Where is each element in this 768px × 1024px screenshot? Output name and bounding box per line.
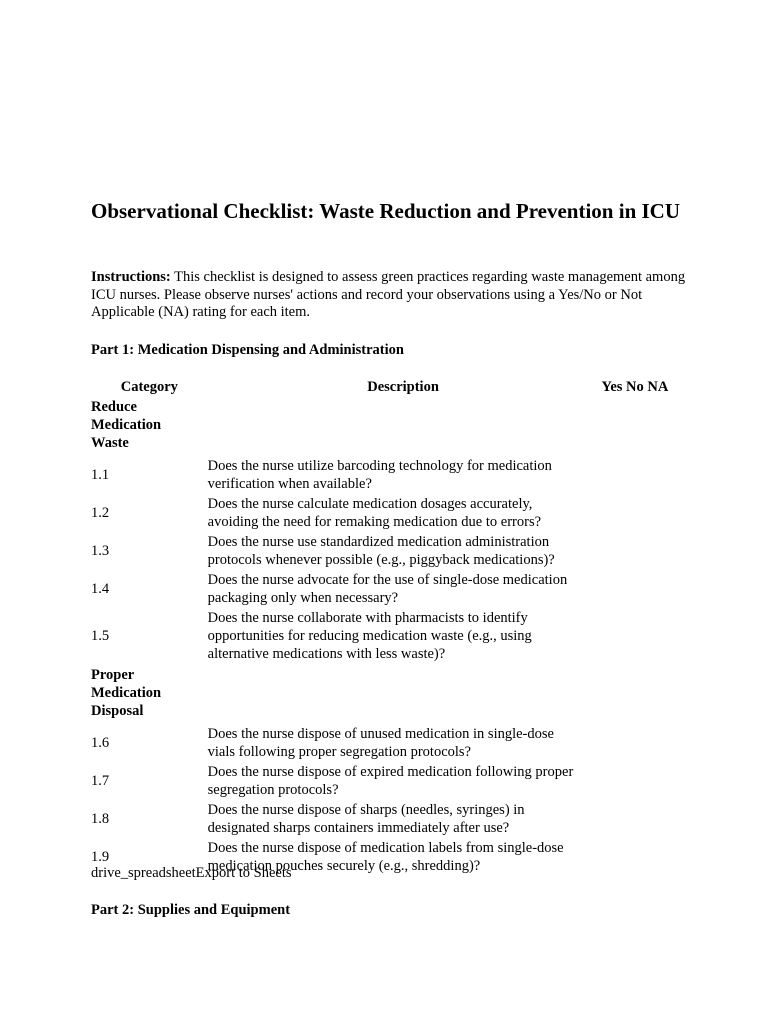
item-description: Does the nurse dispose of sharps (needles, syringes) in designated sharps containers immediately after use? <box>207 802 525 836</box>
table-row <box>91 608 691 664</box>
part1-title: Part 1: Medication Dispensing and Administration <box>91 342 404 358</box>
table-row <box>91 494 691 532</box>
table-row <box>91 570 691 608</box>
table-header-row <box>91 378 691 396</box>
rating-cell[interactable] <box>598 800 691 838</box>
table-row <box>91 762 691 800</box>
category-row <box>91 664 691 724</box>
instructions-text: This checklist is designed to assess green practices regarding waste management among ICU nurses. Please observe nurses' actions and record your observations using a Yes/No or Not Applicable (NA) rating for each item. <box>91 269 686 320</box>
rating-cell[interactable] <box>598 494 691 532</box>
item-number: 1.2 <box>91 505 110 521</box>
document-title: Observational Checklist: Waste Reduction and Prevention in ICU <box>91 199 681 223</box>
item-description: Does the nurse collaborate with pharmacists to identify opportunities for reducing medication waste (e.g., using alternative medications with less waste)? <box>207 610 532 662</box>
rating-cell[interactable] <box>598 570 691 608</box>
category-header: Category <box>120 379 178 395</box>
table-row <box>91 800 691 838</box>
item-number: 1.6 <box>91 735 110 751</box>
rating-cell[interactable] <box>598 762 691 800</box>
rating-header: Yes No NA <box>601 379 669 395</box>
rating-cell[interactable] <box>598 608 691 664</box>
rating-cell[interactable] <box>598 724 691 762</box>
rating-cell[interactable] <box>598 456 691 494</box>
item-description: Does the nurse utilize barcoding technology for medication verification when available? <box>207 458 552 492</box>
item-number: 1.1 <box>91 467 110 483</box>
export-to-sheets-link[interactable]: drive_spreadsheetExport to Sheets <box>91 865 292 881</box>
item-description: Does the nurse dispose of expired medication following proper segregation protocols? <box>207 764 574 798</box>
checklist-table <box>91 378 691 876</box>
table-row <box>91 724 691 762</box>
item-description: Does the nurse dispose of unused medication in single-dose vials following proper segregation protocols? <box>207 726 554 760</box>
item-description: Does the nurse dispose of medication labels from single-dose medication pouches securely (e.g., shredding)? <box>207 840 564 874</box>
item-number: 1.4 <box>91 581 110 597</box>
category-label: Proper Medication Disposal <box>91 667 162 719</box>
item-description: Does the nurse advocate for the use of single-dose medication packaging only when necessary? <box>207 572 568 606</box>
table-row <box>91 532 691 570</box>
item-number: 1.5 <box>91 628 110 644</box>
table-row <box>91 456 691 494</box>
description-header: Description <box>367 379 439 395</box>
item-description: Does the nurse calculate medication dosages accurately, avoiding the need for remaking medication due to errors? <box>207 496 542 530</box>
rating-cell[interactable] <box>598 838 691 876</box>
rating-cell[interactable] <box>598 532 691 570</box>
item-description: Does the nurse use standardized medication administration protocols whenever possible (e.g., piggyback medications)? <box>207 534 555 568</box>
instructions-paragraph <box>91 269 691 322</box>
item-number: 1.8 <box>91 811 110 827</box>
instructions-label: Instructions: <box>91 269 171 285</box>
category-label: Reduce Medication Waste <box>91 399 162 451</box>
item-number: 1.9 <box>91 849 110 865</box>
item-number: 1.3 <box>91 543 110 559</box>
item-number: 1.7 <box>91 773 110 789</box>
part2-title: Part 2: Supplies and Equipment <box>91 902 291 918</box>
category-row <box>91 396 691 456</box>
